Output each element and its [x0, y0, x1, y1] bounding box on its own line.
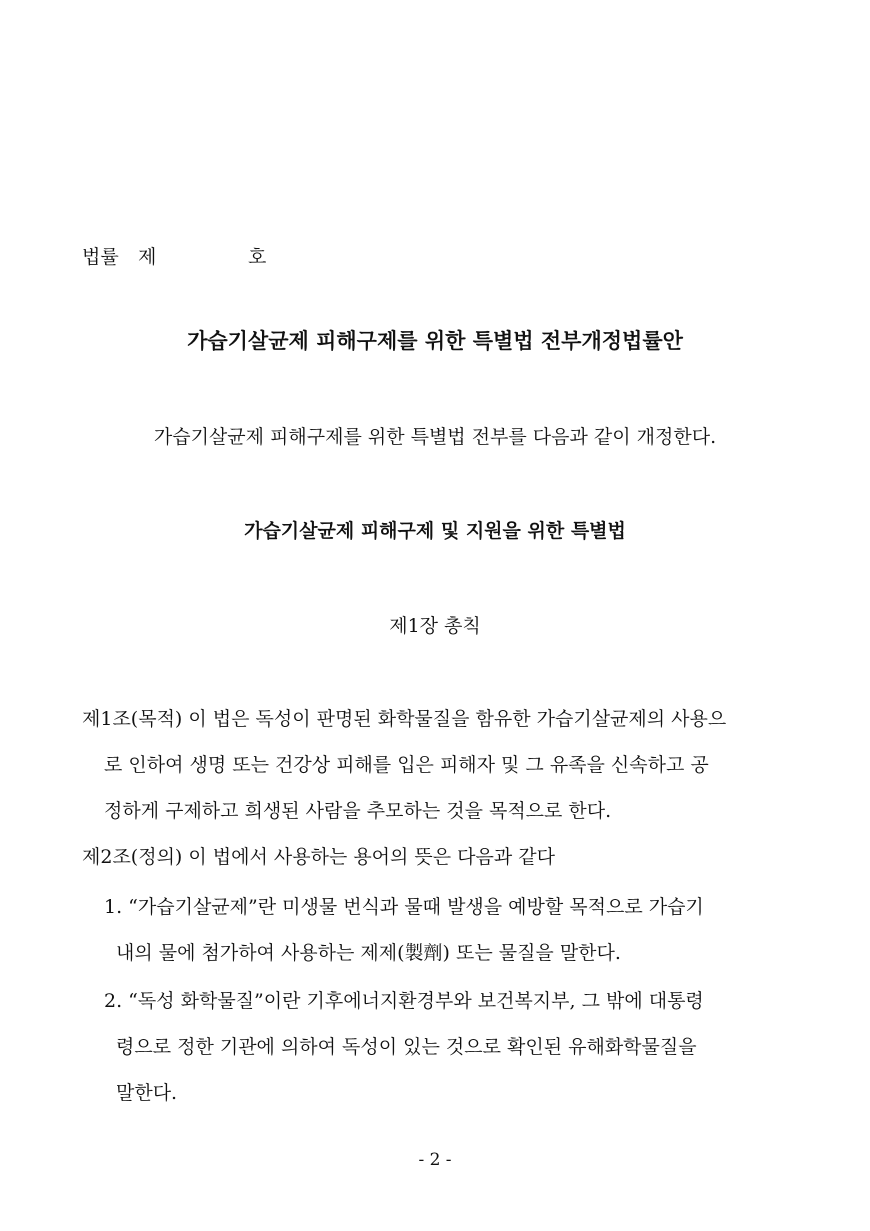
intro-sentence: 가습기살균제 피해구제를 위한 특별법 전부를 다음과 같이 개정한다.	[153, 426, 717, 448]
bill-title: 가습기살균제 피해구제를 위한 특별법 전부개정법률안	[187, 328, 683, 353]
ho-label: 호	[248, 246, 267, 268]
law-label: 법률	[82, 246, 119, 268]
item-2-line-1: 2. “독성 화학물질”이란 기후에너지환경부와 보건복지부, 그 밖에 대통령	[104, 990, 704, 1012]
article-1-line-2: 로 인하여 생명 또는 건강상 피해를 입은 피해자 및 그 유족을 신속하고 공	[104, 754, 709, 776]
page-number: - 2 -	[418, 1150, 452, 1170]
chapter-heading: 제1장 총칙	[389, 615, 481, 637]
item-2-line-3: 말한다.	[116, 1082, 178, 1104]
definition-item-2	[104, 978, 704, 1116]
article-1-line-3: 정하게 구제하고 희생된 사람을 추모하는 것을 목적으로 한다.	[104, 800, 612, 822]
item-1-line-1: 1. “가습기살균제”란 미생물 번식과 물때 발생을 예방할 목적으로 가습기	[104, 896, 704, 918]
article-2-line-1: 제2조(정의) 이 법에서 사용하는 용어의 뜻은 다음과 같다	[82, 846, 555, 868]
je-label: 제	[138, 246, 157, 268]
law-title: 가습기살균제 피해구제 및 지원을 위한 특별법	[244, 520, 626, 542]
article-1-line-1: 제1조(목적) 이 법은 독성이 판명된 화학물질을 함유한 가습기살균제의 사용으	[82, 708, 727, 730]
definition-item-1	[104, 884, 704, 976]
article-2	[82, 834, 555, 880]
bill-number-line	[82, 248, 266, 267]
item-2-line-2: 령으로 정한 기관에 의하여 독성이 있는 것으로 확인된 유해화학물질을	[116, 1036, 697, 1058]
article-1	[82, 696, 726, 834]
item-1-line-2: 내의 물에 첨가하여 사용하는 제제(製劑) 또는 물질을 말한다.	[116, 942, 621, 964]
